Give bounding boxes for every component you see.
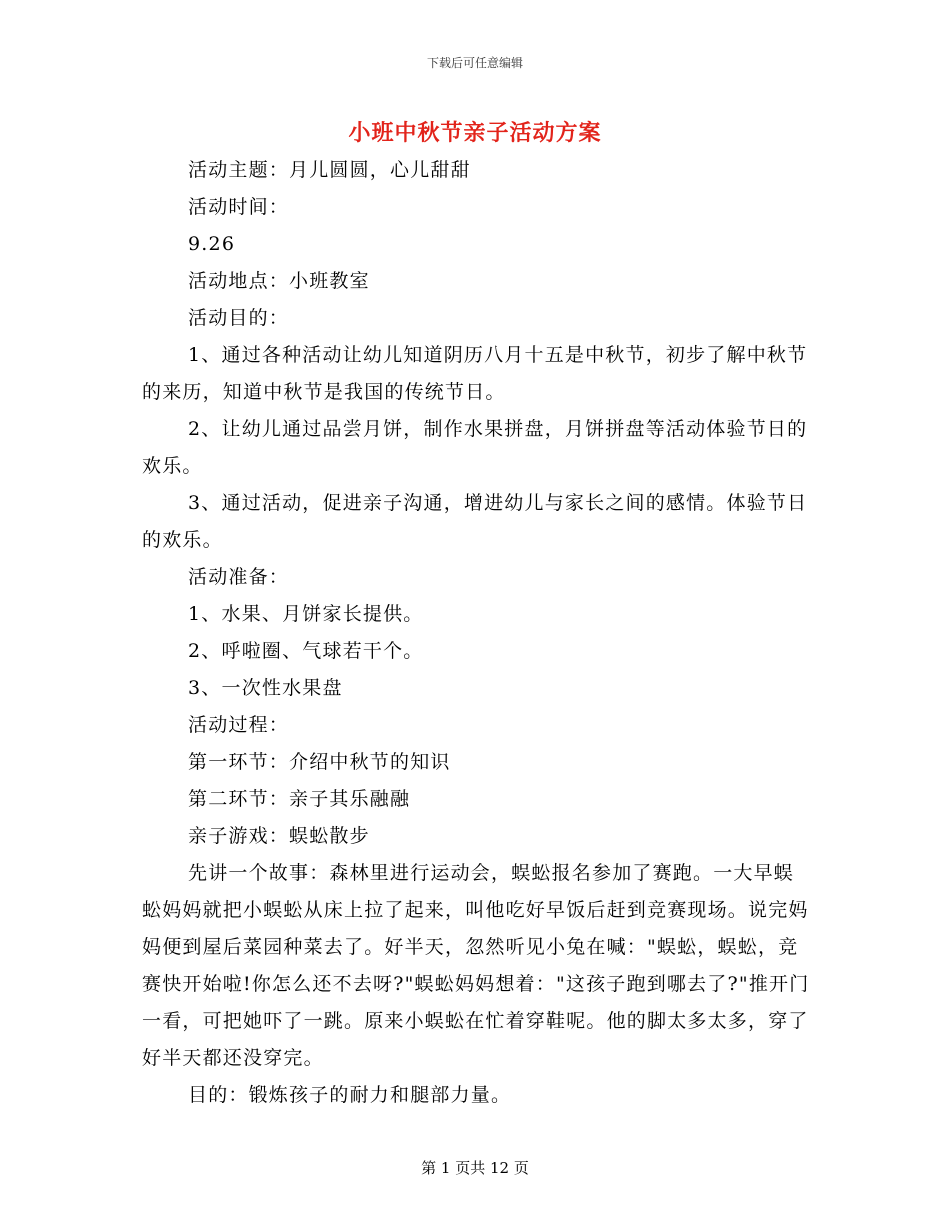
paragraph-purpose: 目的：锻炼孩子的耐力和腿部力量。 (188, 1084, 512, 1106)
paragraph-prep-3: 3、一次性水果盘 (188, 677, 343, 699)
document-body (142, 152, 812, 1114)
paragraph-goal-1: 1、通过各种活动让幼儿知道阴历八月十五是中秋节，初步了解中秋节的来历，知道中秋节是我国的传统节日。 (142, 344, 808, 403)
page-number: 第 1 页共 12 页 (421, 1159, 529, 1177)
paragraph-goal-heading: 活动目的： (188, 307, 290, 329)
paragraph-game: 亲子游戏：蜈蚣散步 (188, 825, 370, 847)
paragraph-story: 先讲一个故事：森林里进行运动会，蜈蚣报名参加了赛跑。一大早蜈蚣妈妈就把小蜈蚣从床上拉了起来，叫他吃好早饭后赶到竞赛现场。说完妈妈便到屋后菜园种菜去了。好半天，忽然听见小兔在喊："蜈蚣，蜈蚣，竞赛快开始啦!你怎么还不去呀?"蜈蚣妈妈想着："这孩子跑到哪去了?"推开门一看，可把她吓了一跳。原来小蜈蚣在忙着穿鞋呢。他的脚太多太多，穿了好半天都还没穿完。 (142, 862, 810, 1069)
paragraph-prep-1: 1、水果、月饼家长提供。 (188, 603, 424, 625)
paragraph-prep-2: 2、呼啦圈、气球若干个。 (188, 640, 424, 662)
paragraph-step-2: 第二环节：亲子其乐融融 (188, 788, 411, 810)
paragraph-location: 活动地点：小班教室 (188, 270, 370, 292)
paragraph-step-1: 第一环节：介绍中秋节的知识 (188, 751, 451, 773)
paragraph-goal-3: 3、通过活动，促进亲子沟通，增进幼儿与家长之间的感情。体验节日的欢乐。 (142, 492, 808, 551)
document-title: 小班中秋节亲子活动方案 (348, 120, 602, 146)
paragraph-prep-heading: 活动准备： (188, 566, 290, 588)
paragraph-process-heading: 活动过程： (188, 714, 290, 736)
paragraph-goal-2: 2、让幼儿通过品尝月饼，制作水果拼盘，月饼拼盘等活动体验节日的欢乐。 (142, 418, 808, 477)
paragraph-time-label: 活动时间： (188, 196, 290, 218)
page-header-note: 下载后可任意编辑 (426, 56, 523, 70)
paragraph-time-value: 9.26 (188, 233, 236, 255)
paragraph-theme: 活动主题：月儿圆圆，心儿甜甜 (188, 159, 471, 181)
